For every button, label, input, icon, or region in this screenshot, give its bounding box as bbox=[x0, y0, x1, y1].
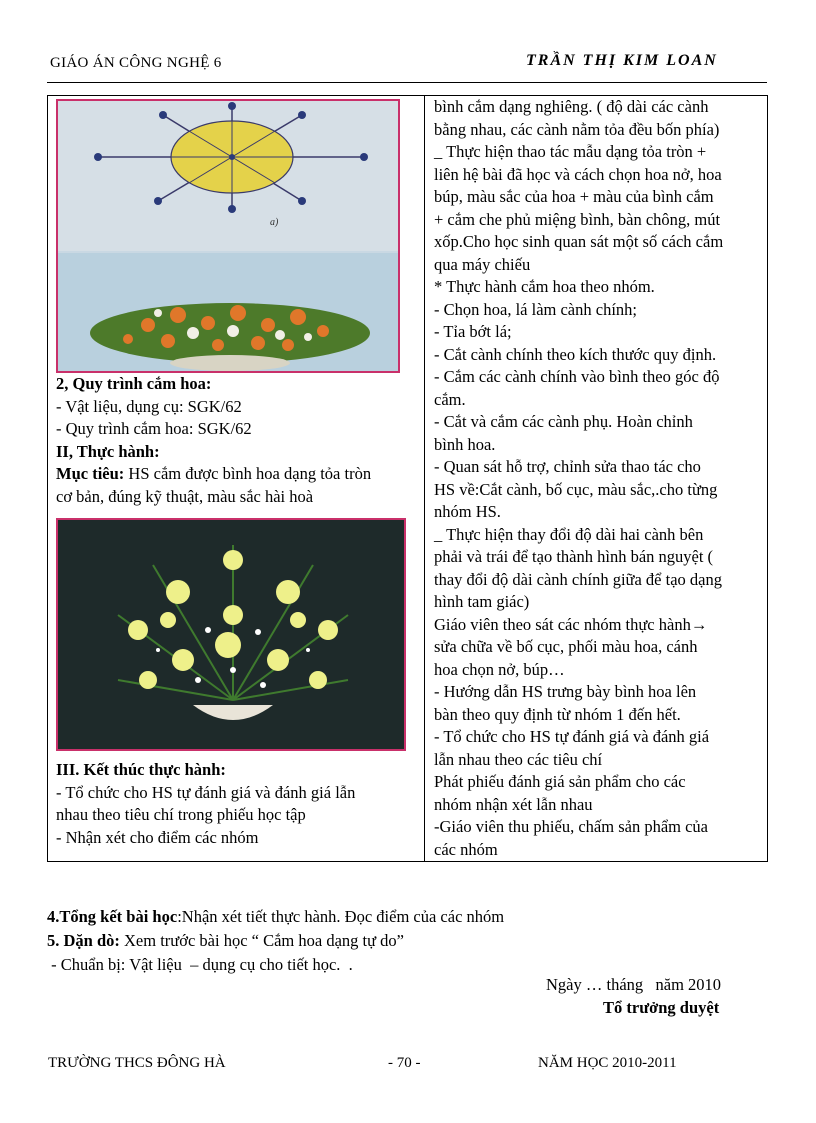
activity-line: Phát phiếu đánh giá sản phẩm cho các bbox=[434, 772, 686, 791]
activity-line: liên hệ bài đã học và cách chọn hoa nở, hoa bbox=[434, 164, 722, 184]
lesson-table bbox=[47, 95, 768, 862]
activity-line: xốp.Cho học sinh quan sát một số cách cắm bbox=[434, 232, 724, 251]
homework-text: Xem trước bài học “ Cắm hoa dạng tự do” bbox=[119, 931, 404, 950]
signature-title: Tổ trưởng duyệt bbox=[603, 998, 720, 1017]
activity-line: nhóm HS. bbox=[434, 502, 501, 521]
activity-line: - Chọn hoa, lá làm cành chính; bbox=[434, 299, 637, 319]
activity-line: Giáo viên theo sát các nhóm thực hành→ bbox=[434, 614, 708, 634]
activity-line: - Quan sát hỗ trợ, chỉnh sửa thao tác cho bbox=[434, 457, 701, 476]
summary-line bbox=[47, 906, 504, 928]
left-column bbox=[48, 96, 425, 862]
activity-line: - Cắt cành chính theo kích thước quy định. bbox=[434, 344, 717, 364]
procedure-item: - Quy trình cắm hoa: SGK/62 bbox=[56, 419, 252, 438]
activity-line: các nhóm bbox=[434, 839, 498, 859]
activity-line: - Tỉa bớt lá; bbox=[434, 322, 512, 341]
activity-line: cắm. bbox=[434, 389, 466, 409]
end-item: - Nhận xét cho điểm các nhóm bbox=[56, 827, 259, 847]
activity-line: - Cắt và cắm các cành phụ. Hoàn chỉnh bbox=[434, 412, 693, 431]
activity-line: - Cắm các cành chính vào bình theo góc độ bbox=[434, 367, 720, 386]
preparation-line: - Chuẩn bị: Vật liệu – dụng cụ cho tiết học. . bbox=[47, 955, 353, 974]
activity-line: HS về:Cắt cành, bố cục, màu sắc,.cho từng bbox=[434, 479, 718, 499]
arrangement-photo bbox=[58, 253, 398, 373]
activity-line: hoa chọn nở, búp… bbox=[434, 659, 565, 679]
activity-line: bàn theo quy định từ nhóm 1 đến hết. bbox=[434, 704, 681, 724]
goal-line-2: cơ bản, đúng kỹ thuật, màu sắc hài hoà bbox=[56, 486, 314, 506]
end-item: nhau theo tiêu chí trong phiếu học tập bbox=[56, 805, 306, 824]
signature-date: Ngày … tháng năm 2010 bbox=[546, 975, 722, 994]
goal-text: HS cắm được bình hoa dạng tỏa tròn bbox=[124, 464, 372, 483]
activity-line: nhóm nhận xét lẫn nhau bbox=[434, 794, 593, 814]
footer-school: TRƯỜNG THCS ĐÔNG HÀ bbox=[48, 1055, 226, 1071]
round-arrangement-photo bbox=[56, 518, 406, 751]
radial-arrangement-image bbox=[56, 99, 400, 373]
footer-school-year: NĂM HỌC 2010-2011 bbox=[538, 1055, 677, 1071]
section-title-procedure: 2, Quy trình cắm hoa: bbox=[56, 374, 212, 393]
summary-text: :Nhận xét tiết thực hành. Đọc điểm của các nhóm bbox=[177, 907, 505, 926]
activity-line: bằng nhau, các cành nằm tỏa đều bốn phía) bbox=[434, 119, 720, 139]
activity-line: lẫn nhau theo các tiêu chí bbox=[434, 749, 603, 769]
radial-diagram bbox=[58, 101, 398, 251]
homework-label: 5. Dặn dò: bbox=[47, 931, 120, 950]
activity-line: qua máy chiếu bbox=[434, 254, 531, 274]
right-column bbox=[425, 96, 768, 862]
end-item: - Tổ chức cho HS tự đánh giá và đánh giá lẫn bbox=[56, 782, 356, 802]
practice-title: II, Thực hành: bbox=[56, 441, 160, 461]
activity-line: * Thực hành cắm hoa theo nhóm. bbox=[434, 277, 655, 296]
activity-line: + cắm che phủ miệng bình, bàn chông, mút bbox=[434, 209, 721, 229]
activity-line: bình hoa. bbox=[434, 434, 496, 454]
figure-caption: a) bbox=[270, 217, 279, 228]
activity-line: phải và trái để tạo thành hình bán nguyệt ( bbox=[434, 547, 714, 566]
activity-line: _ Thực hiện thao tác mẫu dạng tỏa tròn + bbox=[434, 142, 707, 161]
materials-item: - Vật liệu, dụng cụ: SGK/62 bbox=[56, 396, 242, 416]
summary-label: 4.Tổng kết bài học bbox=[47, 907, 178, 926]
activity-line: - Hướng dẫn HS trưng bày bình hoa lên bbox=[434, 682, 697, 701]
header-divider bbox=[47, 82, 767, 83]
activity-line: bình cắm dạng nghiêng. ( độ dài các cành bbox=[434, 97, 709, 116]
activity-line: búp, màu sắc của hoa + màu của bình cắm bbox=[434, 187, 714, 206]
header-author: TRẦN THỊ KIM LOAN bbox=[526, 52, 718, 69]
activity-line: sửa chữa về bố cục, phối màu hoa, cánh bbox=[434, 637, 698, 656]
activity-line: _ Thực hiện thay đổi độ dài hai cành bên bbox=[434, 524, 704, 544]
activity-line: - Tổ chức cho HS tự đánh giá và đánh giá bbox=[434, 727, 710, 746]
homework-line bbox=[47, 930, 404, 952]
activity-line: hình tam giác) bbox=[434, 592, 530, 611]
goal-line-1 bbox=[56, 463, 424, 486]
header-subject: GIÁO ÁN CÔNG NGHỆ 6 bbox=[50, 55, 222, 71]
activity-line: thay đổi độ dài cành chính giữa để tạo dạng bbox=[434, 569, 722, 589]
activity-line: -Giáo viên thu phiếu, chấm sản phẩm của bbox=[434, 817, 708, 836]
footer-page-number: - 70 - bbox=[388, 1055, 421, 1071]
end-title: III. Kết thúc thực hành: bbox=[56, 760, 226, 779]
goal-label: Mục tiêu: bbox=[56, 464, 125, 483]
